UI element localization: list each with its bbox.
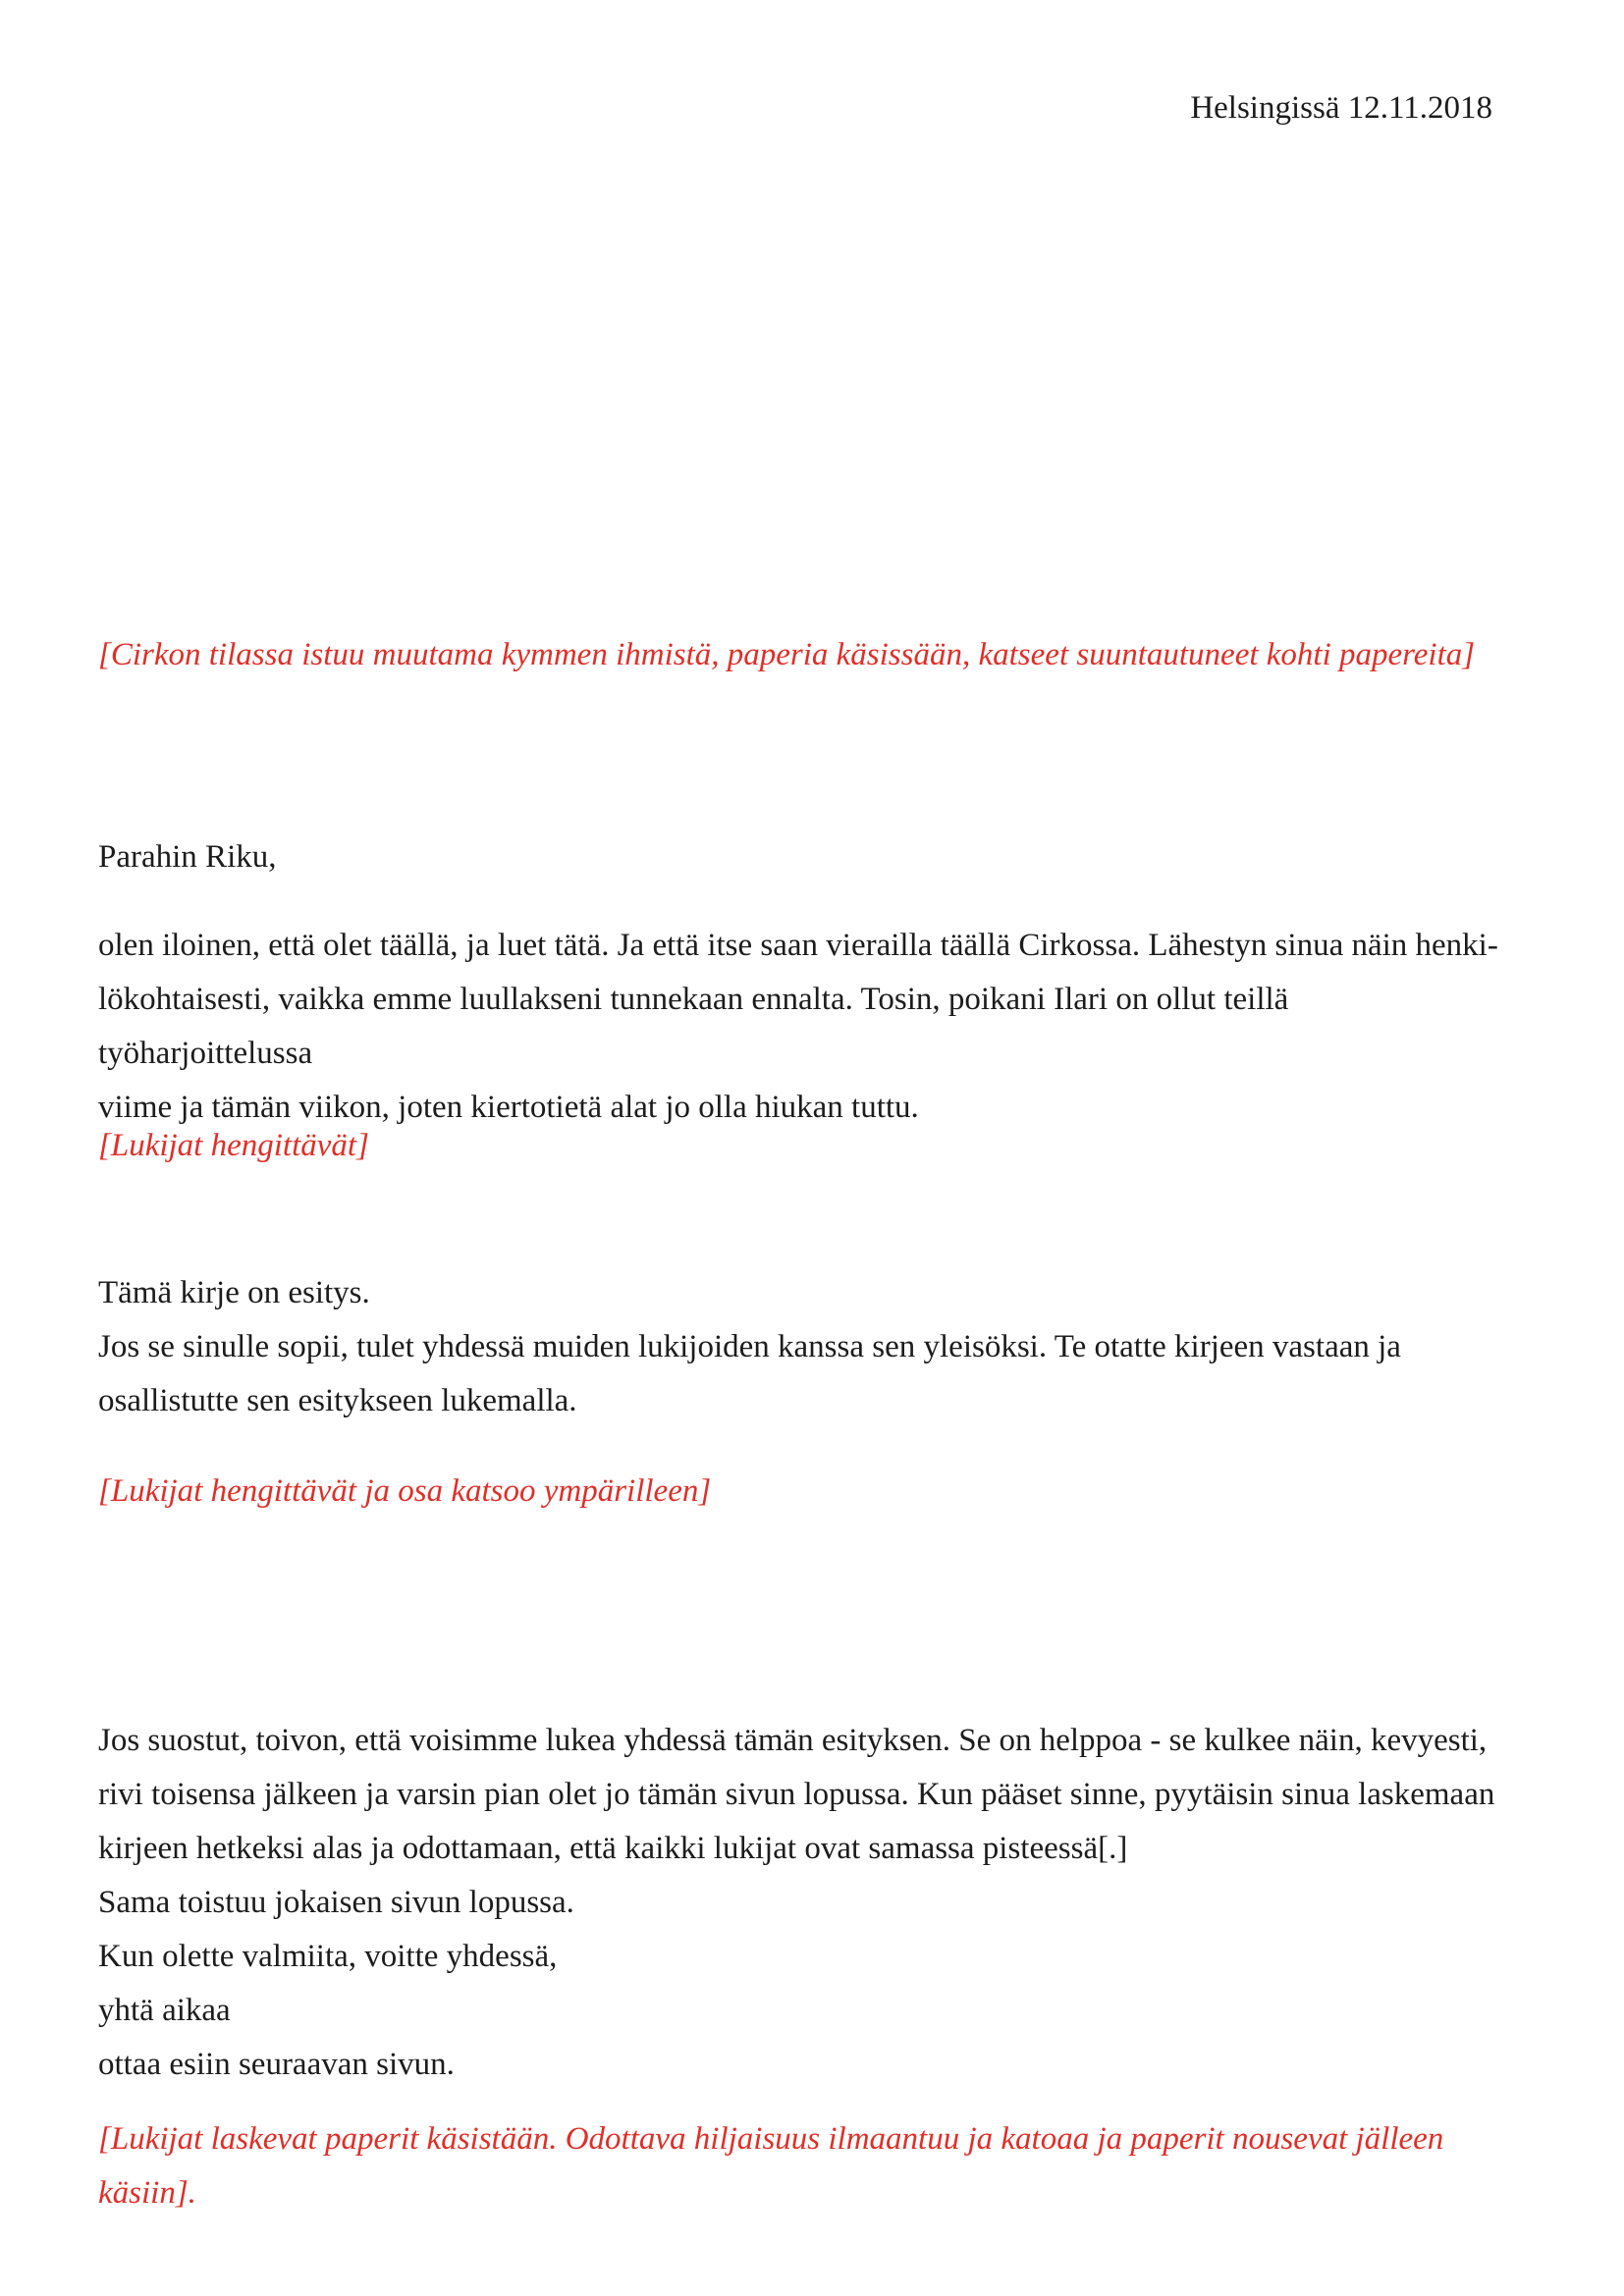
stage-direction-breath: [Lukijat hengittävät] bbox=[98, 1128, 369, 1163]
paragraph-3 bbox=[98, 1714, 1506, 2092]
text-line: Jos suostut, toivon, että voisimme lukea yhdessä tämän esityksen. Se on helppoa - se kulkee näin, kevyesti, bbox=[98, 1723, 1488, 1758]
text-line: viime ja tämän viikon, joten kiertotietä alat jo olla hiukan tuttu. bbox=[98, 1090, 919, 1125]
text-line: Sama toistuu jokaisen sivun lopussa. bbox=[98, 1885, 574, 1920]
text-line: kirjeen hetkeksi alas ja odottamaan, että kaikki lukijat ovat samassa pisteessä[.] bbox=[98, 1831, 1128, 1866]
dateline: Helsingissä 12.11.2018 bbox=[1190, 90, 1492, 126]
stage-direction-breath-look: [Lukijat hengittävät ja osa katsoo ympärilleen] bbox=[98, 1473, 712, 1509]
paragraph-2 bbox=[98, 1266, 1506, 1428]
text-line: Jos se sinulle sopii, tulet yhdessä muiden lukijoiden kanssa sen yleisöksi. Te otatte kirjeen vastaan ja bbox=[98, 1329, 1401, 1364]
text-line: ottaa esiin seuraavan sivun. bbox=[98, 2047, 455, 2082]
text-line: osallistutte sen esitykseen lukemalla. bbox=[98, 1383, 577, 1418]
text-line: lökohtaisesti, vaikka emme luullakseni tunnekaan ennalta. Tosin, poikani Ilari on ollut teillä työharjoittelussa bbox=[98, 982, 1289, 1071]
text-line: Tämä kirje on esitys. bbox=[98, 1275, 370, 1310]
paragraph-1 bbox=[98, 919, 1506, 1135]
stage-direction-opening: [Cirkon tilassa istuu muutama kymmen ihmistä, paperia käsissään, katseet suuntautuneet kohti papereita] bbox=[98, 637, 1476, 672]
text-line: Kun olette valmiita, voitte yhdessä, bbox=[98, 1939, 558, 1974]
salutation: Parahin Riku, bbox=[98, 839, 277, 875]
text-line: yhtä aikaa bbox=[98, 1993, 231, 2028]
text-line: rivi toisensa jälkeen ja varsin pian olet jo tämän sivun lopussa. Kun pääset sinne, pyytäisin sinua laskemaan bbox=[98, 1777, 1495, 1812]
text-line: olen iloinen, että olet täällä, ja luet tätä. Ja että itse saan vierailla täällä Cirkossa. Lähestyn sinua näin henki- bbox=[98, 928, 1498, 963]
stage-direction-closing: [Lukijat laskevat paperit käsistään. Odottava hiljaisuus ilmaantuu ja katoaa ja paperit nousevat jälleen käsiin]. bbox=[98, 2121, 1444, 2211]
